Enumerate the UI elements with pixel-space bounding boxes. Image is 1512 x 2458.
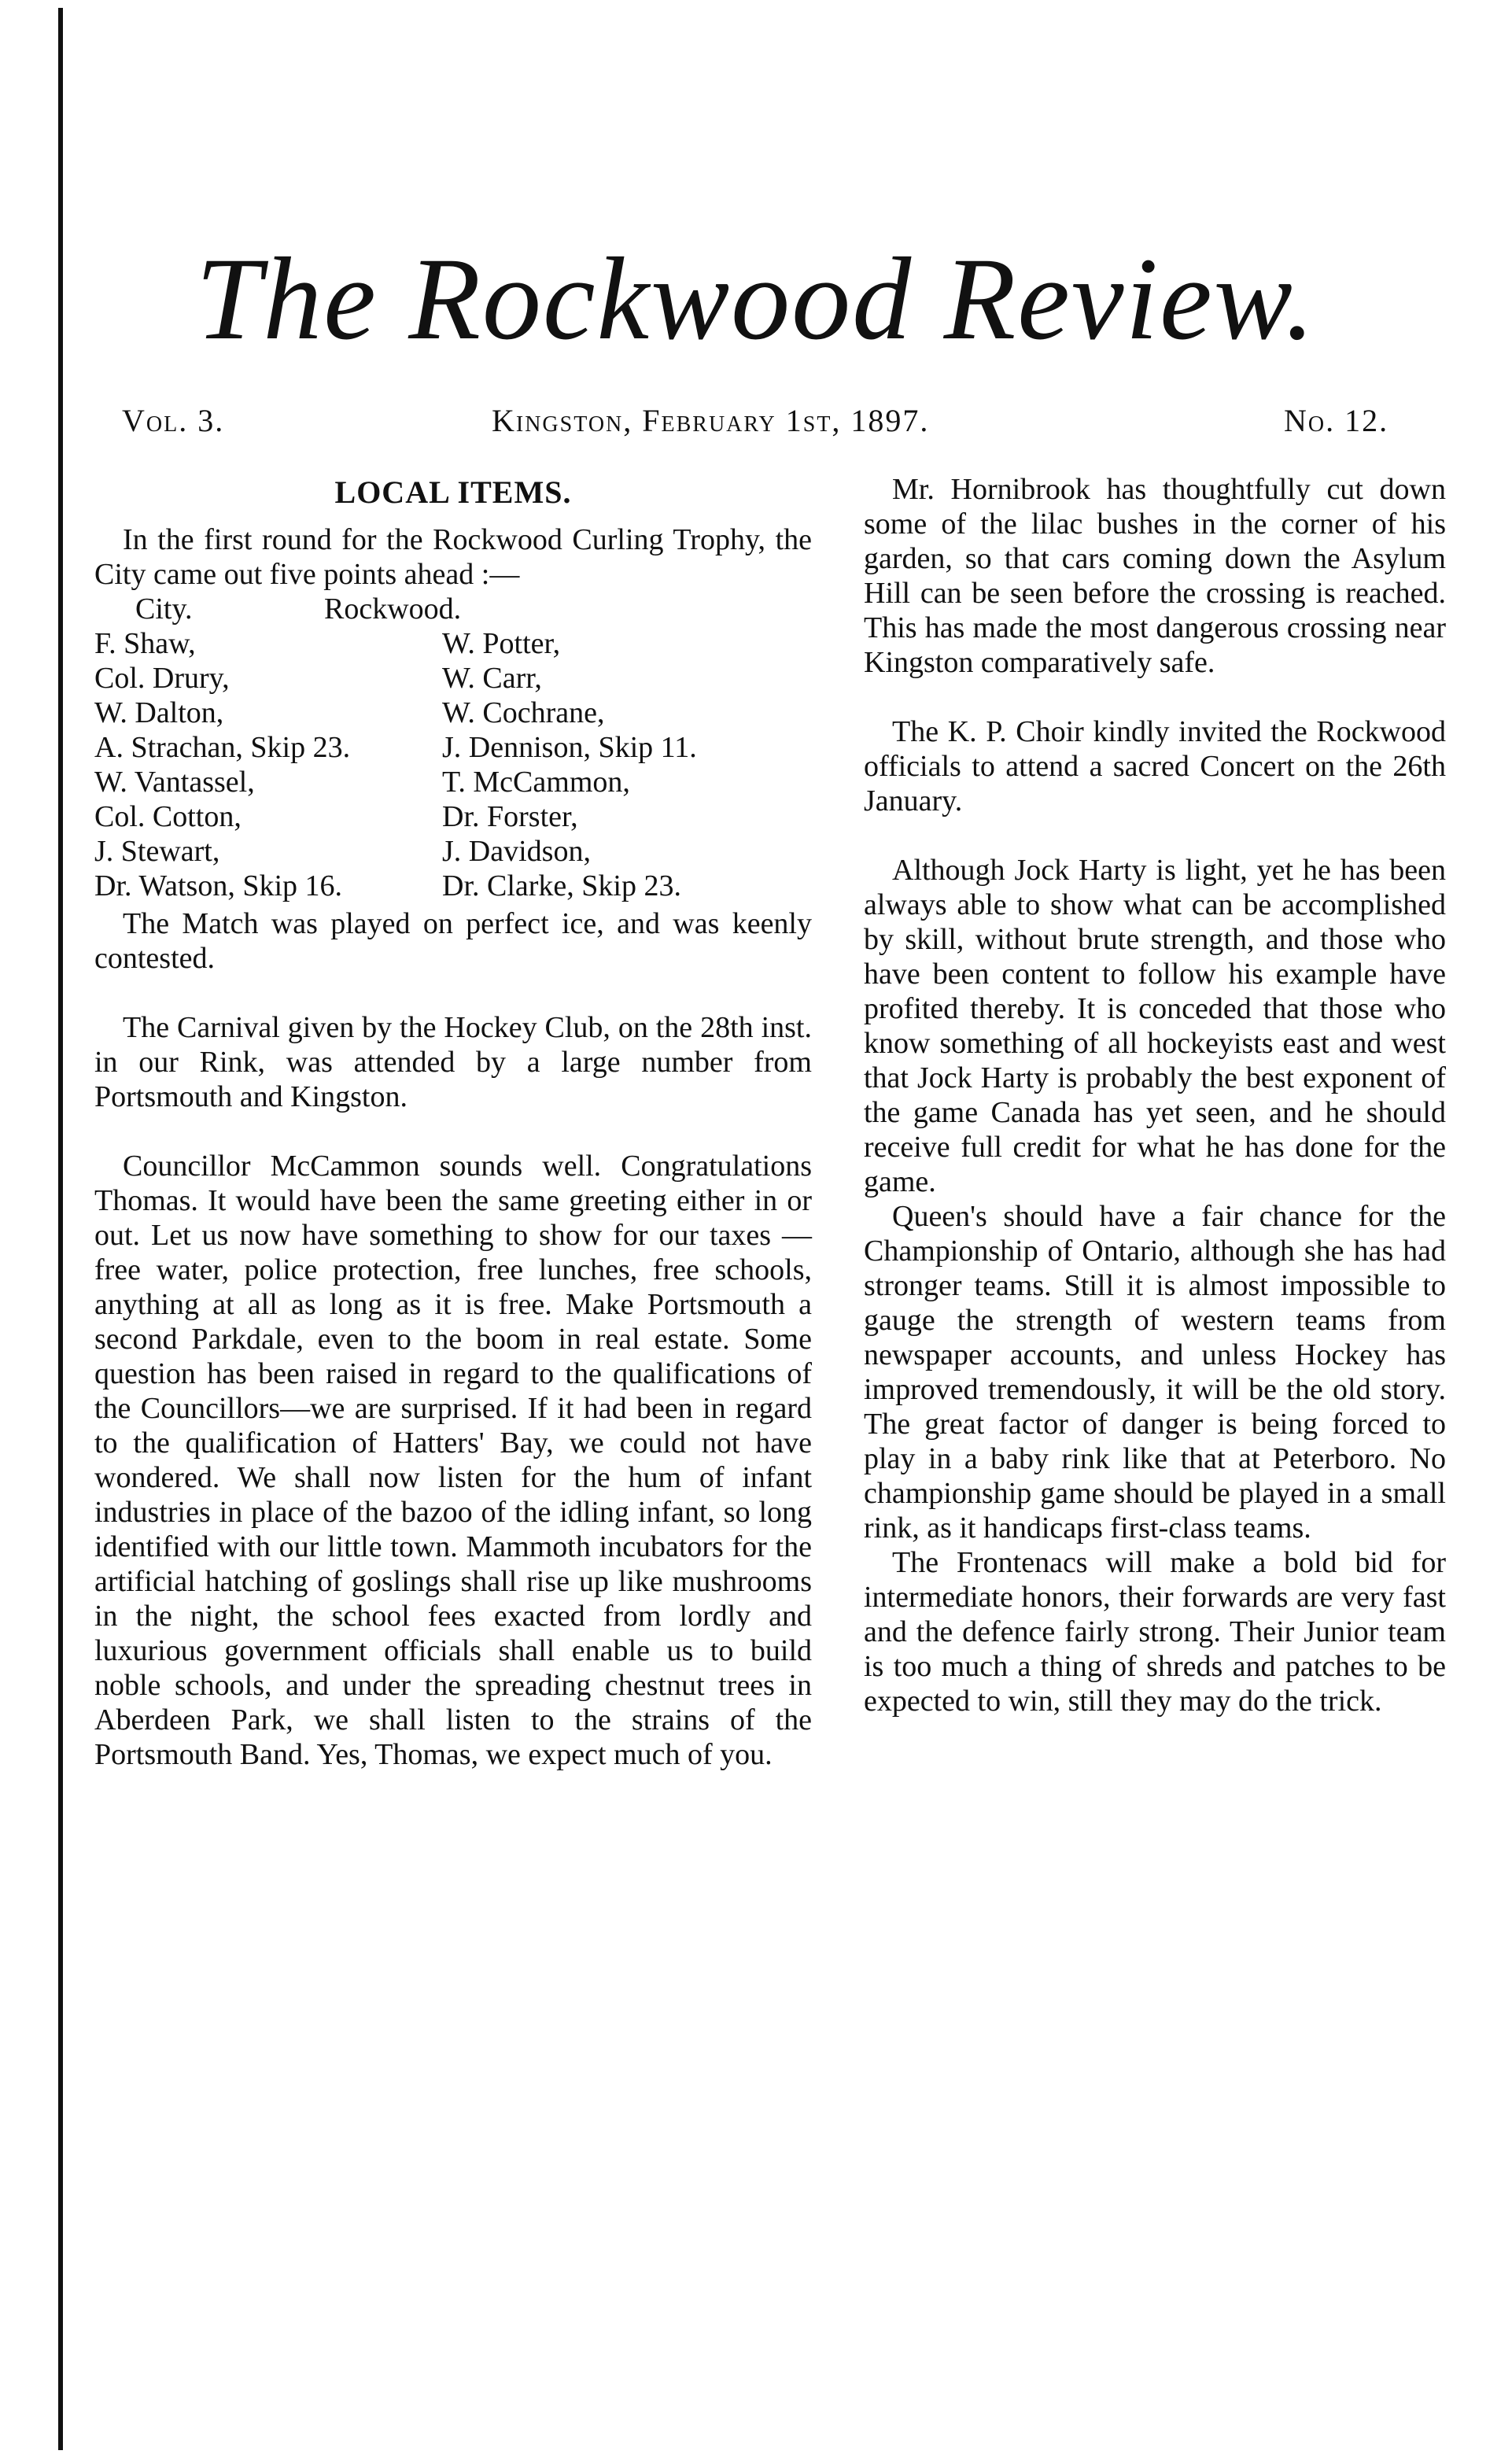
city-player: F. Shaw, — [94, 627, 196, 660]
lineup-row — [94, 661, 812, 696]
issue-number: No. 12. — [1284, 403, 1389, 438]
rockwood-player: J. Dennison, Skip 11. — [442, 731, 697, 764]
lineup-header-city: City. — [135, 592, 193, 626]
lineup-row — [94, 765, 812, 799]
frontenacs-item: The Frontenacs will make a bold bid for intermediate honors, their forwards are very fast and the defence fairly strong. Their Junior team is too much a thing of shreds and patches to be expected to win, still they may do the trick. — [864, 1546, 1446, 1718]
hornibrook-item: Mr. Hornibrook has thoughtfully cut down some of the lilac bushes in the corner of his garden, so that cars coming down the Asylum Hill can be seen before the crossing is reached. This has made the most dangerous crossing near Kingston comparatively safe. — [864, 473, 1446, 679]
queens-item: Queen's should have a fair chance for the Championship of Ontario, although she has had stronger teams. Still it is almost impossible to gauge the strength of western teams from newspaper accounts, and unless Hockey has improved tremendously, it will be the old story. The great factor of danger is being forced to play in a baby rink like that at Peterboro. No championship game should be played in a small rink, as it handicaps first-class teams. — [864, 1200, 1446, 1545]
lineup-row — [94, 730, 812, 765]
city-player: W. Dalton, — [94, 696, 224, 729]
curling-lineup-table — [94, 592, 812, 903]
rockwood-player: W. Cochrane, — [442, 696, 605, 729]
right-column — [864, 472, 1446, 1718]
city-player: W. Vantassel, — [94, 766, 255, 799]
lineup-row — [94, 869, 812, 903]
rockwood-player: Dr. Forster, — [442, 800, 578, 833]
city-player: Col. Cotton, — [94, 800, 242, 833]
rockwood-player: T. McCammon, — [442, 766, 630, 799]
choir-item: The K. P. Choir kindly invited the Rockwood officials to attend a sacred Concert on the 26th January. — [864, 715, 1446, 817]
match-note: The Match was played on perfect ice, and was keenly contested. — [94, 907, 812, 975]
city-player: A. Strachan, Skip 23. — [94, 731, 351, 764]
lineup-header-rockwood: Rockwood. — [324, 592, 462, 626]
lineup-row — [94, 834, 812, 869]
rockwood-player: W. Carr, — [442, 662, 542, 695]
harty-item: Although Jock Harty is light, yet he has been always able to show what can be accomplished by skill, without brute strength, and those who have been content to follow his example have profited thereby. It is conceded that those who know something of all hockeyists east and west that Jock Harty is probably the best exponent of the game Canada has yet seen, and he should receive full credit for what he has done for the game. — [864, 854, 1446, 1198]
rockwood-player: J. Davidson, — [442, 835, 591, 868]
lineup-row — [94, 799, 812, 834]
curling-intro: In the first round for the Rockwood Curling Trophy, the City came out five points ahead :— — [94, 523, 812, 591]
city-player: Dr. Watson, Skip 16. — [94, 869, 343, 902]
councillor-item: Councillor McCammon sounds well. Congratulations Thomas. It would have been the same greeting either in or out. Let us now have something to show for our taxes —free water, police protection, free lunches, free schools, anything at all as long as it is free. Make Portsmouth a second Parkdale, even to the boom in real estate. Some question has been raised in regard to the qualifications of the Councillors—we are surprised. If it had been in regard to the qualification of Hatters' Bay, we could not have wondered. We shall now listen for the hum of infant industries in place of the bazoo of the idling infant, so long identified with our little town. Mammoth incubators for the artificial hatching of goslings shall rise up like mushrooms in the night, the school fees exacted from lordly and luxurious government officials shall enable us to build noble schools, and under the spreading chestnut trees in Aberdeen Park, we shall listen to the strains of the Portsmouth Band. Yes, Thomas, we expect much of you. — [94, 1150, 812, 1771]
dateline: Kingston, February 1st, 1897. — [492, 403, 930, 438]
margin-rule — [58, 8, 63, 2450]
lineup-row — [94, 696, 812, 730]
lineup-header-row — [94, 592, 812, 626]
masthead-title: The Rockwood Review. — [195, 234, 1317, 364]
carnival-item: The Carnival given by the Hockey Club, on the 28th inst. in our Rink, was attended by a large number from Portsmouth and Kingston. — [94, 1011, 812, 1113]
rockwood-player: W. Potter, — [442, 627, 561, 660]
city-player: J. Stewart, — [94, 835, 220, 868]
rockwood-player: Dr. Clarke, Skip 23. — [442, 869, 681, 902]
section-heading: LOCAL ITEMS. — [334, 474, 572, 510]
lineup-row — [94, 626, 812, 661]
city-player: Col. Drury, — [94, 662, 230, 695]
volume-label: Vol. 3. — [122, 403, 225, 438]
left-column — [94, 472, 812, 1807]
